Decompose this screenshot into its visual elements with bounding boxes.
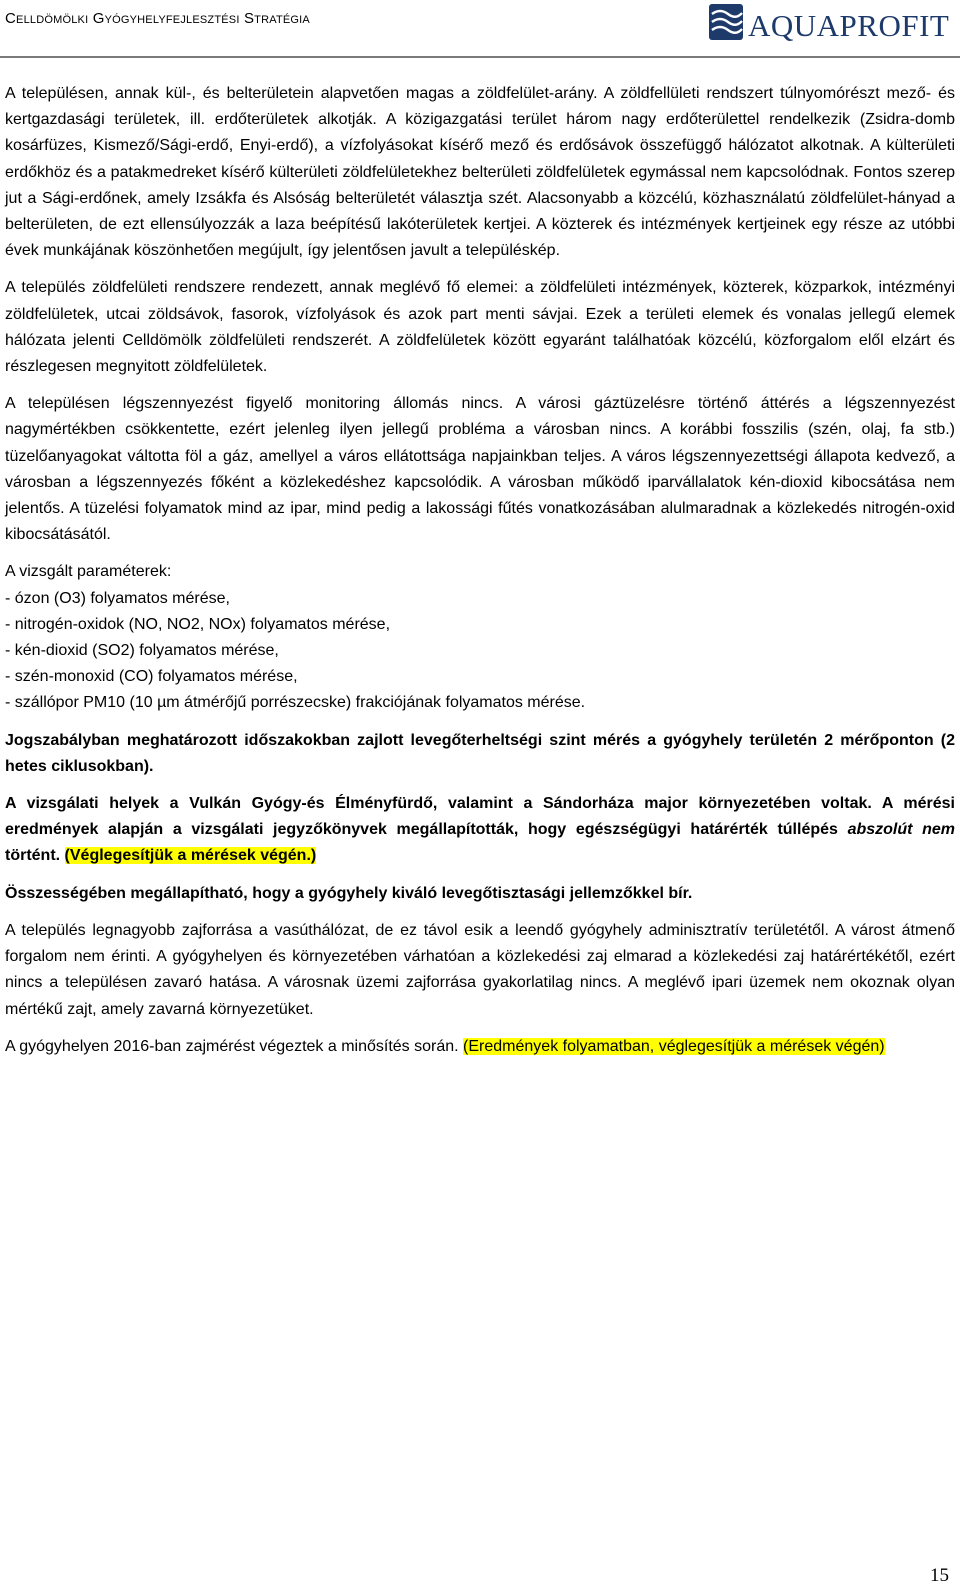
header-divider bbox=[0, 56, 960, 58]
logo-text: AQUAPROFIT bbox=[748, 8, 950, 43]
logo-wave-icon bbox=[708, 2, 746, 42]
results-highlight-note: (Véglegesítjük a mérések végén.) bbox=[64, 847, 317, 865]
results-text: A vizsgálati helyek a Vulkán Gyógy-és Élményfürdő, valamint a Sándorháza major környezetében voltak. A mérési eredmények alapján a vizsgálati jegyzőkönyvek megállapították, hogy egészségügyi határérték túllépés bbox=[5, 795, 955, 839]
parameter-item: - kén-dioxid (SO2) folyamatos mérése, bbox=[5, 642, 279, 660]
noise-measurement-text: A gyógyhelyen 2016-ban zajmérést végeztek a minősítés során. bbox=[5, 1037, 464, 1055]
paragraph-green-system: A település zöldfelületi rendszere rendezett, annak meglévő fő elemei: a zöldfelületi intézmények, közterek, közparkok, intézményi zöldfelületek, utcai zöldsávok, fasorok, vízfolyások és azok part menti sávjai. Ezek a területi elemek és vonalas jellegű elemek hálózata jelenti Celldömölk zöldfelületi rendszerét. A zöldfelületek között egyaránt találhatóak közcélú, közforgalom elől elzárt és részlegesen megnyitott zöldfelületek. bbox=[5, 279, 955, 376]
results-emphasis: abszolút nem bbox=[847, 821, 955, 839]
paragraph-green-areas: A településen, annak kül-, és belterületein alapvetően magas a zöldfelület-arány. A zöldfellületi rendszert túlnyomórészt mező- és kertgazdasági területek, ill. erdőterületek alkotják. A közigazgatási terület három nagy erdőterülettel rendelkezik (Zsidra-domb kosárfüzes, Kismező/Sági-erdő, Enyi-erdő), a vízfolyásokat kísérő mező és erdősávok összefüggő hálózatot alkotnak. A külterületi erdőkhöz és a patakmedreket kísérő külterületi zöldfelületekhez belterületi zöldfelületek egymással nem kapcsolódnak. Fontos szerep jut a Sági-erdőnek, amely Izsákfa és Alsóság belterületét választja szét. Alacsonyabb a közcélú, közhasználatú zöldfelület-hányad a belterületen, de ezt ellensúlyozzák a laza beépítésű lakóterületek kertjei. A közterek és intézmények kertjeinek egy része az utóbbi évek munkájának köszönhetően megújult, így jelentősen javult a településkép. bbox=[5, 85, 955, 260]
document-body bbox=[5, 81, 955, 1071]
page-number: 15 bbox=[930, 1565, 949, 1586]
summary-statement: Összességében megállapítható, hogy a gyógyhely kiváló levegőtisztasági jellemzőkkel bír. bbox=[5, 884, 693, 902]
page-header bbox=[0, 0, 960, 56]
parameter-item: - szén-monoxid (CO) folyamatos mérése, bbox=[5, 668, 298, 686]
parameter-item: - szállópor PM10 (10 µm átmérőjű porrészecske) frakciójának folyamatos mérése. bbox=[5, 694, 586, 712]
paragraph-noise-measurement bbox=[5, 1034, 955, 1060]
parameters-list bbox=[5, 559, 955, 716]
parameter-item: - nitrogén-oxidok (NO, NO2, NOx) folyamatos mérése, bbox=[5, 615, 391, 633]
paragraph-air-quality: A településen légszennyezést figyelő monitoring állomás nincs. A városi gáztüzelésre történő áttérés a légszennyezést nagymértékben csökkentette, ezért jelenleg ilyen jellegű probléma a városban nincs. A korábbi fosszilis (szén, olaj, fa stb.) tüzelőanyagokat váltotta föl a gáz, amellyel a város ellátottsága napjainkban teljes. A város légszennyezettségi állapota kedvező, a városban a légszennyezés főként a közlekedéshez kapcsolódik. A városban működő iparvállalatok kén-dioxid kibocsátása nem jelentős. A tüzelési folyamatok mind az ipar, mind pedig a lakossági fűtés vonatkozásában alulmaradnak a közlekedés nitrogén-oxid kibocsátásától. bbox=[5, 395, 955, 544]
measurement-results bbox=[5, 791, 955, 870]
parameter-item: - ózon (O3) folyamatos mérése, bbox=[5, 589, 230, 607]
document-title: Celldömölki Gyógyhelyfejlesztési Stratégia bbox=[5, 10, 310, 27]
paragraph-noise: A település legnagyobb zajforrása a vasúthálózat, de ez távol esik a leendő gyógyhely adminisztratív területétől. A várost átmenő forgalom nem érinti. A gyógyhelyen és környezetében várhatóan a közlekedési zaj elmarad a közlekedési zaj határértékétől, ezért nincs a településen zavaró hatása. A városnak üzemi zajforrása gyakorlatilag nincs. A meglévő ipari üzemek nem okoznak olyan mértékű zajt, amely zavarná környezetüket. bbox=[5, 921, 955, 1018]
noise-measurement-highlight-note: (Eredmények folyamatban, véglegesítjük a mérések végén) bbox=[463, 1037, 885, 1055]
aquaprofit-logo bbox=[708, 2, 958, 48]
measurement-statement: Jogszabályban meghatározott időszakokban zajlott levegőterheltségi szint mérés a gyógyhely területén 2 mérőponton (2 hetes ciklusokban). bbox=[5, 731, 955, 775]
parameters-intro: A vizsgált paraméterek: bbox=[5, 563, 172, 581]
results-text-end: történt. bbox=[5, 847, 65, 865]
